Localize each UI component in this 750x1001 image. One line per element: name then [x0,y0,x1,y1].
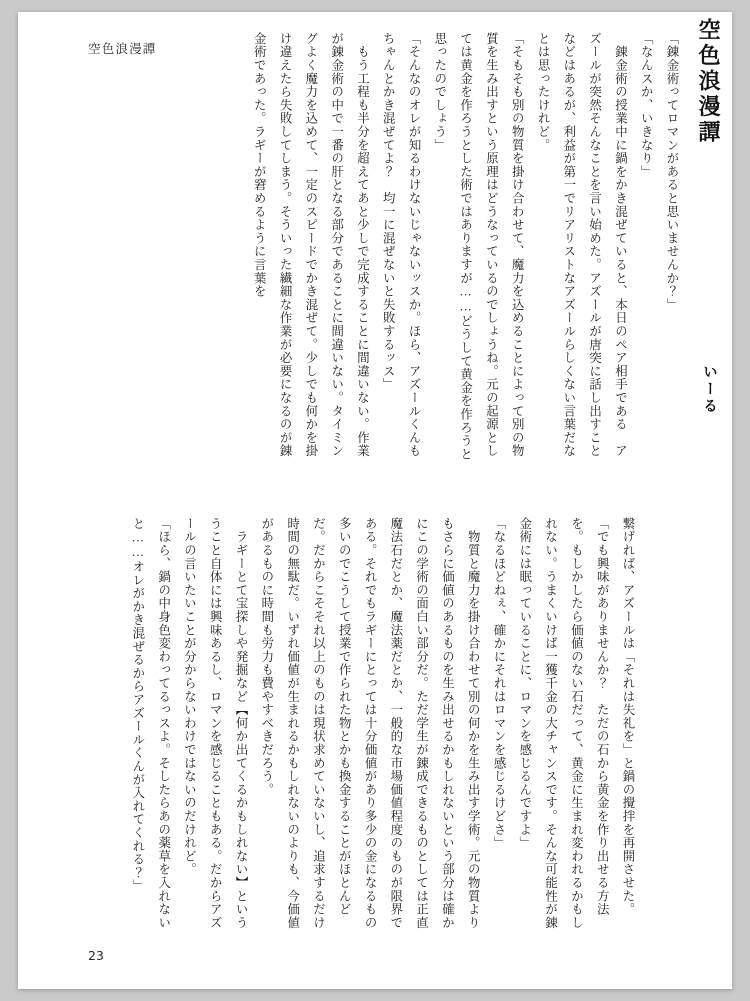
paragraph: 「なるほどねぇ、確かにそれはロマンを感じるけどさ」 [492,517,507,850]
paragraph: 「錬金術ってロマンがあると思いませんか？」 [665,32,679,312]
paragraph: 「なんスか、いきなり」 [639,32,654,179]
upper-text-block [18,12,721,462]
body-text-lower [130,517,640,937]
paragraph: 物質と魔力を掛け合わせて別の何かを生み出す学術。元の物質よりもさらに価値のあるものを生み出せるかもしれないという部分は確かにこの学術の面白い部分だ。ただ学生が錬成できるものとしては正直魔法石だとか、魔法薬だとか、一般的な市場価値程度のものが限界である。それでもラギーにとっては十分価値があり多少の金になるもの多いのでこうして授業で作られた物とかも換金することがほとんどだ。だからこそそれ以上のものは現状求めていないし、追求するだけ時間の無駄だ。いずれ価値が生まれるかもしれないのよりも、今価値があるものに時間も労力も費やすべきだろう。 [259,517,481,930]
book-page [18,12,732,989]
paragraph: 錬金術の授業中に鍋をかき混ぜていると、本日のペア相手である アズールが突然そんなことを言い始めた。アズールが唐突に話し出すことなどはあるが、利益が第一でリアリストなアズールらしくない言葉だなとは思ったけれど。 [536,32,628,458]
paragraph: もう工程も半分を超えてあと少しで完成することに間違いない。作業が錬金術の中で一番の肝となる部分であることに間違いない。タイミングよく魔力を込めて、一定のスピードでかき混ぜて。少しでも何かを掛け違えたら失敗してしまう。そういった繊細な作業が必要になるのが錬金術であった。ラギーが窘めるように言葉を [252,32,370,458]
paragraph: 「そもそも別の物質を掛け合わせて、魔力を込めることによって別の物質を生み出すという原理はどうなっているのでしょうね。元の起源としては黄金を作ろうとした術ではありますが……どうして黄金を作ろうと思ったのでしょう」 [432,32,525,461]
running-head: 空色浪漫譚 [88,41,157,56]
page-number: 23 [88,948,104,963]
paragraph: 「でも興味がありませんか？ ただの石から黄金を作り出せる方法を。もしかしたら価値のない石だって、黄金に生まれ変われるかもしれない。うまくいけば一獲千金の大チャンスです。そんな可能性が錬金術には眠っていることに、ロマンを感じるんですよ」 [517,517,610,930]
paragraph: ラギーとて宝探しや発掘など【何か出てくるかもしれない】といううこと自体には興味あるし、ロマンを感じることもある。だからアズールの言いたいことが分からないわけではないのだけれど。 [182,517,249,930]
paragraph: 「そんなのオレが知るわけないじゃないッスか。ほら、アズールくんもちゃんとかき混ぜてよ？ 均一に混ぜないと失敗するッス」 [381,32,422,458]
paragraph: 「ほら、鍋の中身色変わってるっスよ。そしたらあの薬草を入れないと……オレがかき混ぜるからアズールくんが入れてくれる？」 [130,517,171,930]
page-title: 空色浪漫譚 [695,18,721,146]
body-text-upper [244,32,684,464]
paragraph: 繋げれば、アズールは「それは失礼を」と鍋の攪拌を再開させた。 [621,517,635,916]
byline-author: いーる [701,364,717,415]
